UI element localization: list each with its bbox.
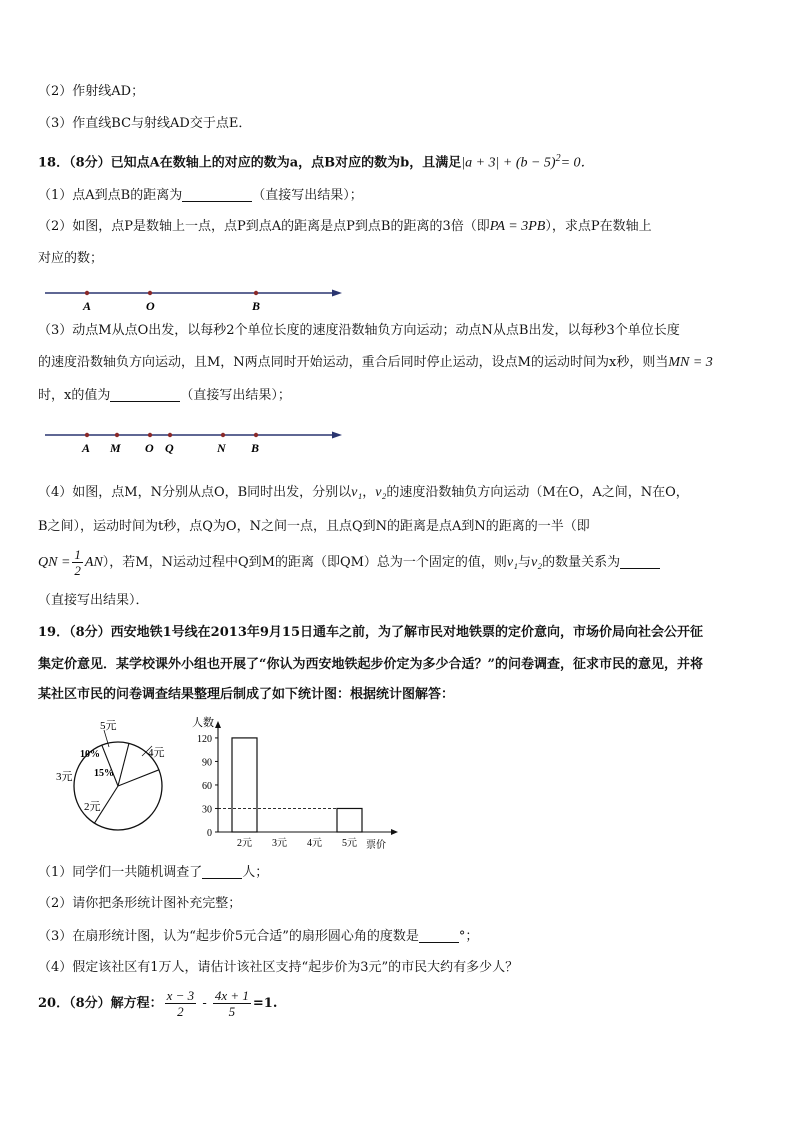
number-line-1 — [40, 284, 350, 314]
q19-part4: （4）假定该社区有1万人，请估计该社区支持“起步价为3元”的市民大约有多少人？ — [38, 960, 519, 975]
q18-part4-line3 — [38, 546, 660, 580]
q18-intro — [38, 151, 595, 171]
bar-xtick-1: 3元 — [272, 838, 287, 849]
q18-part3-line2 — [38, 355, 713, 371]
pie-label-4yuan: 4元 — [148, 747, 165, 759]
bar-xtick-3: 5元 — [342, 838, 357, 849]
q19-part1-text: （1）同学们一共随机调查了 — [38, 865, 203, 880]
q18-exponent: 2 — [555, 153, 561, 164]
q19-part3-blank[interactable] — [419, 928, 459, 943]
q19-line3: 某社区市民的问卷调查结果整理后制成了如下统计图：根据统计图解答： — [38, 687, 455, 702]
q20-den1: 2 — [177, 1004, 184, 1019]
bar-ytick-2: 60 — [202, 780, 212, 792]
q18-part4-text: （4）如图，点M，N分别从点O，B同时出发，分别以 — [38, 485, 352, 500]
q18-part4-v2: v₂ — [375, 485, 387, 500]
q18-stem: 18．（8分）已知点A在数轴上的对应的数为a，点B对应的数为b，且满足 — [38, 155, 462, 171]
q19-part2: （2）请你把条形统计图补充完整； — [38, 896, 242, 911]
q20-num1: x − 3 — [166, 988, 195, 1003]
pie-chart — [34, 716, 184, 846]
q20-minus: - — [198, 996, 211, 1011]
q17-step3: （3）作直线BC与射线AD交于点E． — [38, 116, 252, 131]
q18-part4-an: AN — [84, 555, 103, 570]
bar-0 — [232, 738, 257, 832]
q18-condition: |a + 3| + (b − 5) — [461, 155, 556, 171]
pie-divider-0 — [102, 745, 118, 786]
q18-part1-text: （1）点A到点B的距离为 — [38, 188, 183, 203]
nl1-label-b: B — [252, 299, 261, 313]
q18-part3-line3 — [38, 387, 291, 404]
q18-part1-blank[interactable] — [182, 187, 252, 202]
q20-rhs: =1. — [252, 996, 278, 1011]
bar-ylabel: 人数 — [192, 717, 214, 729]
q18-part4-qn: QN = — [38, 555, 71, 570]
q18-part1-note: （直接写出结果）； — [252, 188, 363, 203]
q19-part1-unit: 人； — [242, 865, 269, 880]
fraction-denominator: 2 — [74, 563, 81, 578]
bar-y-arrow — [215, 721, 221, 728]
q18-part2-text2: ），求点P在数轴上 — [545, 219, 652, 234]
pie-divider-1 — [118, 743, 129, 786]
nl2-label-a: A — [82, 441, 91, 455]
bar-ytick-1: 30 — [202, 804, 212, 816]
q20 — [38, 986, 277, 1022]
bar-xlabel: 票价 — [366, 840, 386, 851]
q18-part4-line2: B之间），运动时间为t秒，点Q为O，N之间一点，且点Q到N的距离是点A到N的距离的一半（即 — [38, 519, 590, 534]
q18-part2 — [38, 219, 652, 235]
q19-part3 — [38, 928, 478, 945]
q18-part4-and: 与 — [518, 555, 532, 570]
q18-part4-note: （直接写出结果）． — [38, 593, 149, 608]
nl2-label-m: M — [110, 441, 121, 455]
q17-step2: （2）作射线AD； — [38, 84, 145, 99]
nl2-label-o: O — [145, 441, 154, 455]
bar-chart — [186, 714, 406, 854]
q20-num2: 4x + 1 — [214, 988, 249, 1003]
pie-label-3yuan: 3元 — [56, 771, 73, 783]
q18-part2-cont: 对应的数； — [38, 251, 104, 266]
q18-part3-line1: （3）动点M从点O出发，以每秒2个单位长度的速度沿数轴负方向运动；动点N从点B出发，以每秒3个单位长度 — [38, 323, 680, 338]
nl2-label-n: N — [217, 441, 226, 455]
bar-ytick-4: 120 — [197, 733, 212, 745]
nl1-label-o: O — [146, 299, 155, 313]
q19-part3-text: （3）在扇形统计图，认为“起步价5元合适”的扇形圆心角的度数是 — [38, 929, 419, 944]
q18-part2-math: PA = 3PB — [489, 219, 546, 234]
q19-line1: 19．（8分）西安地铁1号线在2013年9月15日通车之前，为了解市民对地铁票的定价意向，市场价局向社会公开征 — [38, 625, 704, 640]
bar-ytick-0: 0 — [207, 828, 212, 839]
bar-ytick-3: 90 — [202, 757, 212, 769]
q18-part3-note: （直接写出结果）； — [180, 388, 291, 403]
bar-x-arrow — [391, 829, 398, 835]
fraction-numerator: 1 — [74, 547, 81, 562]
q18-part4-blank[interactable] — [620, 554, 660, 569]
q18-part4-comma: ， — [362, 485, 376, 500]
q18-part4-line1 — [38, 485, 689, 501]
q19-part1 — [38, 864, 268, 881]
pie-label-5yuan: 5元 — [100, 720, 117, 732]
q18-part2-text: （2）如图，点P是数轴上一点，点P到点A的距离是点P到点B的距离的3倍（即 — [38, 219, 490, 234]
nl2-label-q: Q — [165, 441, 174, 455]
q18-part3-blank[interactable] — [110, 387, 180, 402]
nl2-label-b: B — [251, 441, 260, 455]
q18-part3-math: MN = 3 — [668, 355, 713, 370]
q18-part4-v2b: v₂ — [531, 555, 543, 570]
pie-divider-2 — [118, 770, 159, 786]
q19-line2: 集定价意见．某学校课外小组也开展了“你认为西安地铁起步价定为多少合适？”的问卷调查，征求市民的意见，并将 — [38, 657, 703, 672]
q18-part4-relation: 的数量关系为 — [542, 555, 621, 570]
q18-part4-v1b: v₁ — [506, 555, 519, 570]
q20-stem: 20．（8分）解方程： — [38, 996, 163, 1011]
q19-part1-blank[interactable] — [202, 864, 242, 879]
q18-part4-fraction — [72, 547, 83, 578]
q18-part4-v1: v₁ — [351, 485, 363, 500]
bar-xtick-2: 4元 — [307, 838, 322, 849]
pie-pct-5yuan: 10% — [80, 749, 100, 760]
pie-label-2yuan: 2元 — [84, 801, 101, 813]
q20-fraction-2 — [213, 988, 251, 1019]
q18-part3-text: 的速度沿数轴负方向运动，且M，N两点同时开始运动，重合后同时停止运动，设点M的运动时间为x秒，则当 — [38, 355, 669, 370]
q18-part4-text3: ），若M，N运动过程中Q到M的距离（即QM）总为一个固定的值，则 — [102, 555, 507, 570]
q20-den2: 5 — [228, 1004, 236, 1019]
number-line-2 — [40, 426, 350, 456]
q18-part3-ask: 时，x的值为 — [38, 388, 111, 403]
q18-part1 — [38, 187, 363, 204]
nl1-label-a: A — [83, 299, 92, 313]
q19-part3-unit: °； — [458, 929, 479, 944]
bar-3 — [337, 808, 362, 832]
pie-pct-4yuan: 15% — [94, 768, 114, 779]
q18-condition-end: = 0． — [560, 155, 595, 171]
bar-xtick-0: 2元 — [237, 838, 252, 849]
q18-part4-text2: 的速度沿数轴负方向运动（M在O，A之间，N在O， — [386, 485, 689, 500]
q20-fraction-1 — [165, 988, 197, 1019]
